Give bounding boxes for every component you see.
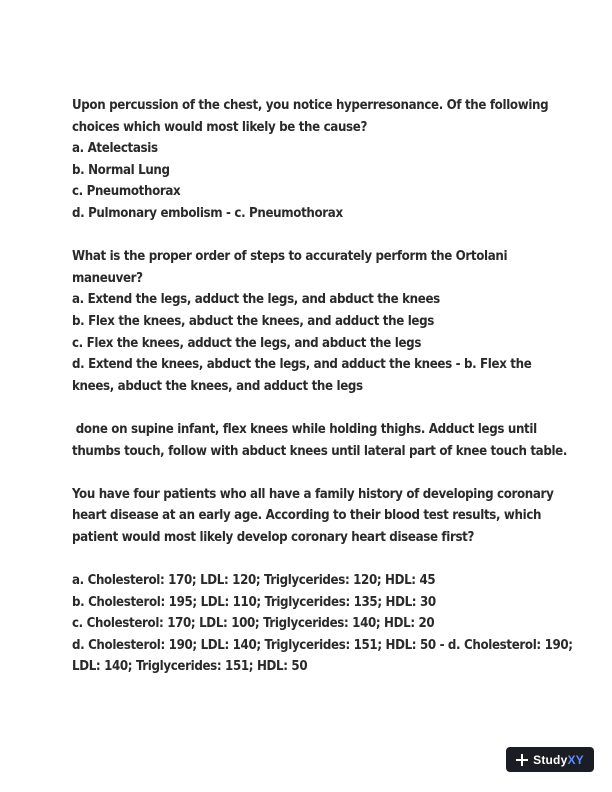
explanation-line-2: thumbs touch, follow with abduct knees until lateral part of knee touch table. xyxy=(72,443,568,459)
question-1-option-b: b. Normal Lung xyxy=(72,162,170,178)
question-2-prompt-line-2: maneuver? xyxy=(72,270,143,286)
question-2-answer-continued: knees, abduct the knees, and adduct the legs xyxy=(72,378,363,394)
document-content xyxy=(72,95,573,678)
question-1-option-a: a. Atelectasis xyxy=(72,141,158,157)
plus-icon xyxy=(516,754,528,766)
question-2-option-d-answer: d. Extend the knees, abduct the legs, and adduct the knees - b. Flex the xyxy=(72,357,532,373)
badge-brand-main: Study xyxy=(533,752,568,767)
question-2-option-b: b. Flex the knees, abduct the knees, and adduct the legs xyxy=(72,313,434,329)
question-3-prompt-line-2: heart disease at an early age. According to their blood test results, which xyxy=(72,508,542,524)
question-1-option-c: c. Pneumothorax xyxy=(72,184,181,200)
question-3-prompt-line-1: You have four patients who all have a family history of developing coronary xyxy=(72,486,554,502)
question-2-prompt-line-1: What is the proper order of steps to accurately perform the Ortolani xyxy=(72,249,508,265)
question-3-options xyxy=(72,570,573,678)
paragraph-gap xyxy=(72,397,550,419)
question-3-answer-continued: LDL: 140; Triglycerides: 151; HDL: 50 xyxy=(72,659,308,675)
question-2-option-a: a. Extend the legs, adduct the legs, and abduct the knees xyxy=(72,292,440,308)
question-block-2 xyxy=(72,246,550,397)
question-3-option-c: c. Cholesterol: 170; LDL: 100; Triglycerides: 140; HDL: 20 xyxy=(72,616,435,632)
studyxy-badge[interactable] xyxy=(506,747,594,772)
explanation-line-1: done on supine infant, flex knees while holding thighs. Adduct legs until xyxy=(72,421,537,437)
question-block-3 xyxy=(72,484,554,549)
explanation-note xyxy=(72,419,568,462)
question-1-prompt-line-2: choices which would most likely be the cause? xyxy=(72,119,367,135)
question-2-option-c: c. Flex the knees, adduct the legs, and abduct the legs xyxy=(72,335,422,351)
question-1-option-d-answer: d. Pulmonary embolism - c. Pneumothorax xyxy=(72,205,343,221)
question-1-prompt-line-1: Upon percussion of the chest, you notice hyperresonance. Of the following xyxy=(72,98,549,113)
paragraph-gap xyxy=(72,462,550,484)
badge-brand xyxy=(533,753,584,767)
question-block-1 xyxy=(72,95,550,225)
question-3-option-b: b. Cholesterol: 195; LDL: 110; Triglycerides: 135; HDL: 30 xyxy=(72,594,436,610)
question-3-prompt-line-3: patient would most likely develop coronary heart disease first? xyxy=(72,529,475,545)
question-3-option-a: a. Cholesterol: 170; LDL: 120; Triglycerides: 120; HDL: 45 xyxy=(72,573,436,589)
question-3-option-d-answer: d. Cholesterol: 190; LDL: 140; Triglycerides: 151; HDL: 50 - d. Cholesterol: 190; xyxy=(72,637,573,653)
badge-brand-accent: XY xyxy=(567,752,584,767)
paragraph-gap xyxy=(72,548,550,570)
paragraph-gap xyxy=(72,225,550,247)
